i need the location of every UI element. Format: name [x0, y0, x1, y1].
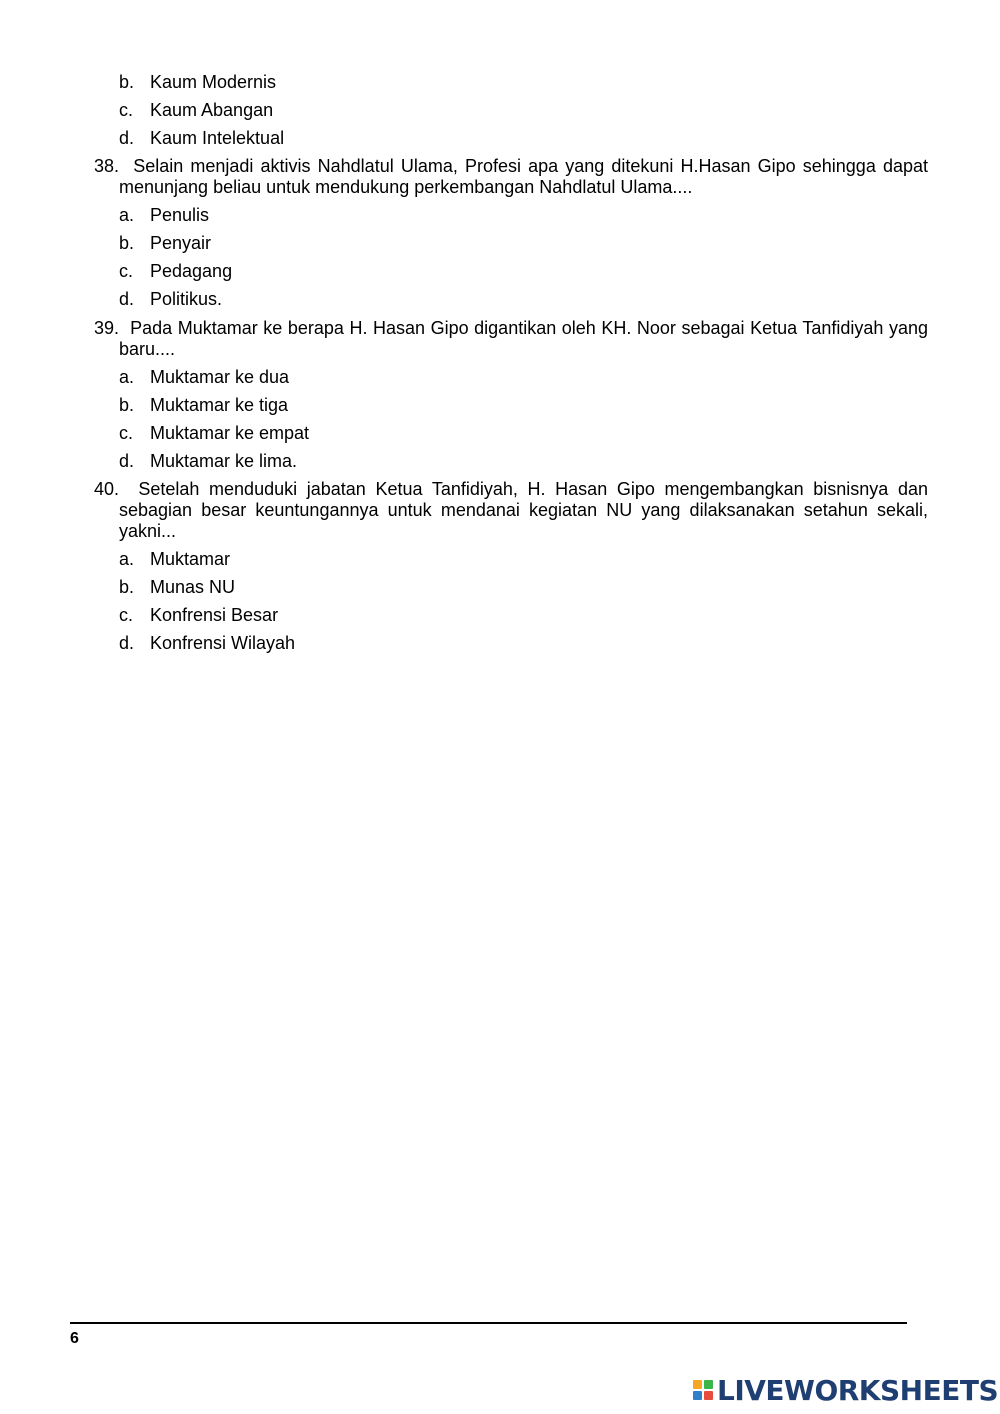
logo-square	[704, 1391, 713, 1400]
option-letter: d.	[119, 633, 135, 653]
q38-option-c[interactable]	[119, 259, 232, 283]
option-letter: c.	[119, 605, 134, 625]
logo-square	[693, 1391, 702, 1400]
option-text: Muktamar ke dua	[150, 367, 290, 387]
q40-option-d[interactable]	[119, 631, 295, 655]
question-number: 38.	[94, 156, 120, 176]
q38-option-a[interactable]	[119, 203, 209, 227]
option-letter: b.	[119, 233, 135, 253]
q39-option-c[interactable]	[119, 421, 309, 445]
q39-option-b[interactable]	[119, 393, 288, 417]
question-text: Setelah menduduki jabatan Ketua Tanfidiyah, H. Hasan Gipo mengembangkan bisnisnya dan sebagian besar keuntungannya untuk mendanai kegiatan NU yang dilaksanakan setahun sekali, yakni...	[119, 479, 928, 541]
option-text: Muktamar ke empat	[150, 423, 310, 443]
logo-square	[693, 1380, 702, 1389]
q37-option-c[interactable]	[119, 98, 273, 122]
option-letter: a.	[119, 367, 135, 387]
q39-option-a[interactable]	[119, 365, 289, 389]
question-number: 40.	[94, 479, 120, 499]
option-text: Muktamar ke tiga	[150, 395, 289, 415]
q40-option-a[interactable]	[119, 547, 230, 571]
q40-option-b[interactable]	[119, 575, 235, 599]
option-letter: c.	[119, 423, 134, 443]
q37-option-d[interactable]	[119, 126, 284, 150]
option-letter: c.	[119, 100, 134, 120]
option-text: Kaum Modernis	[150, 72, 277, 92]
logo-square	[704, 1380, 713, 1389]
option-letter: d.	[119, 128, 135, 148]
option-text: Konfrensi Wilayah	[150, 633, 296, 653]
option-text: Konfrensi Besar	[150, 605, 279, 625]
option-text: Kaum Intelektual	[150, 128, 285, 148]
liveworksheets-logo-icon	[693, 1380, 713, 1400]
question-40	[94, 479, 928, 542]
option-letter: d.	[119, 289, 135, 309]
q38-option-d[interactable]	[119, 287, 222, 311]
option-letter: d.	[119, 451, 135, 471]
option-letter: b.	[119, 577, 135, 597]
option-text: Kaum Abangan	[150, 100, 274, 120]
logo-wordmark: LIVEWORKSHEETS	[717, 1373, 999, 1407]
question-38	[94, 156, 928, 198]
option-text: Munas NU	[150, 577, 236, 597]
option-text: Pedagang	[150, 261, 233, 281]
option-letter: c.	[119, 261, 134, 281]
q37-option-b[interactable]	[119, 70, 276, 94]
option-text: Muktamar	[150, 549, 231, 569]
option-letter: a.	[119, 205, 135, 225]
option-text: Muktamar ke lima.	[150, 451, 298, 471]
option-letter: b.	[119, 395, 135, 415]
option-text: Penulis	[150, 205, 210, 225]
option-text: Penyair	[150, 233, 212, 253]
q38-option-b[interactable]	[119, 231, 211, 255]
question-text: Selain menjadi aktivis Nahdlatul Ulama, Profesi apa yang ditekuni H.Hasan Gipo sehingga dapat menunjang beliau untuk mendukung perkembangan Nahdlatul Ulama....	[119, 156, 928, 197]
footer-divider	[70, 1322, 907, 1324]
option-letter: b.	[119, 72, 135, 92]
question-text: Pada Muktamar ke berapa H. Hasan Gipo digantikan oleh KH. Noor sebagai Ketua Tanfidiyah yang baru....	[119, 318, 928, 359]
question-number: 39.	[94, 318, 120, 338]
option-letter: a.	[119, 549, 135, 569]
q39-option-d[interactable]	[119, 449, 297, 473]
q40-option-c[interactable]	[119, 603, 278, 627]
option-text: Politikus.	[150, 289, 223, 309]
question-39	[94, 318, 928, 360]
liveworksheets-logo[interactable]	[693, 1374, 998, 1406]
page-number: 6	[70, 1330, 79, 1347]
